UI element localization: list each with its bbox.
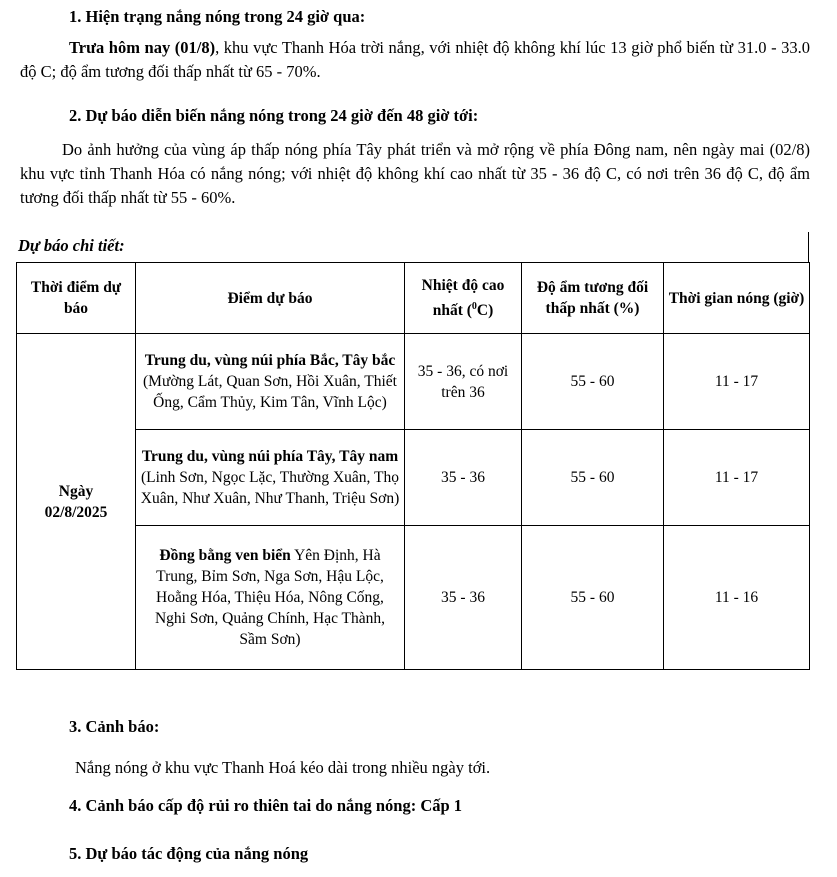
humidity-cell: 55 - 60	[522, 430, 664, 526]
section-1-text: , khu vực Thanh Hóa trời nắng, với nhiệt độ không khí lúc 13 giờ phổ biến từ 31.0 - 33.0 độ C; độ ẩm tương đối thấp nhất từ 65 - 70%.	[20, 38, 810, 81]
header-time: Thời điểm dự báo	[17, 263, 136, 334]
section-3-heading: 3. Cảnh báo:	[69, 717, 160, 736]
detail-forecast-label: Dự báo chi tiết:	[18, 236, 125, 255]
header-humidity: Độ ẩm tương đối thấp nhất (%)	[522, 263, 664, 334]
temp-cell: 35 - 36	[405, 430, 522, 526]
duration-cell: 11 - 17	[664, 334, 810, 430]
date-cell: Ngày 02/8/2025	[17, 334, 136, 670]
table-header-row	[17, 263, 810, 334]
temp-cell: 35 - 36	[405, 526, 522, 670]
header-location: Điểm dự báo	[136, 263, 405, 334]
temp-cell: 35 - 36, có nơi trên 36	[405, 334, 522, 430]
section-2-heading: 2. Dự báo diễn biến nắng nóng trong 24 giờ đến 48 giờ tới:	[69, 106, 479, 125]
location-cell: Trung du, vùng núi phía Bắc, Tây bắc (Mường Lát, Quan Sơn, Hồi Xuân, Thiết Ống, Cẩm Thủy, Kim Tân, Vĩnh Lộc)	[136, 334, 405, 430]
section-1-paragraph	[20, 36, 810, 84]
location-cell: Trung du, vùng núi phía Tây, Tây nam (Linh Sơn, Ngọc Lặc, Thường Xuân, Thọ Xuân, Như Xuân, Như Thanh, Triệu Sơn)	[136, 430, 405, 526]
section-4-heading: 4. Cảnh báo cấp độ rủi ro thiên tai do nắng nóng: Cấp 1	[69, 796, 463, 815]
duration-cell: 11 - 16	[664, 526, 810, 670]
table-row	[17, 526, 810, 670]
humidity-cell: 55 - 60	[522, 334, 664, 430]
table-row	[17, 334, 810, 430]
table-row	[17, 430, 810, 526]
location-cell: Đồng bằng ven biển Yên Định, Hà Trung, Bỉm Sơn, Nga Sơn, Hậu Lộc, Hoằng Hóa, Thiệu Hóa, Nông Cống, Nghi Sơn, Quảng Chính, Hạc Thành, Sầm Sơn)	[136, 526, 405, 670]
table-edge-line	[808, 232, 809, 263]
header-duration: Thời gian nóng (giờ)	[664, 263, 810, 334]
section-1-heading: 1. Hiện trạng nắng nóng trong 24 giờ qua:	[69, 7, 366, 26]
section-3-text: Nắng nóng ở khu vực Thanh Hoá kéo dài trong nhiều ngày tới.	[75, 758, 491, 777]
header-temp: Nhiệt độ cao nhất ($^0$C)	[405, 263, 522, 334]
section-5-heading: 5. Dự báo tác động của nắng nóng	[69, 844, 309, 863]
humidity-cell: 55 - 60	[522, 526, 664, 670]
forecast-table	[16, 262, 810, 670]
section-1-lead: Trưa hôm nay (01/8)	[69, 38, 216, 57]
duration-cell: 11 - 17	[664, 430, 810, 526]
section-2-paragraph: Do ảnh hưởng của vùng áp thấp nóng phía Tây phát triển và mở rộng về phía Đông nam, nên ngày mai (02/8) khu vực tỉnh Thanh Hóa có nắng nóng; với nhiệt độ không khí cao nhất từ 35 - 36 độ C, có nơi trên 36 độ C, độ ẩm tương đối thấp nhất từ 55 - 60%.	[20, 140, 810, 207]
